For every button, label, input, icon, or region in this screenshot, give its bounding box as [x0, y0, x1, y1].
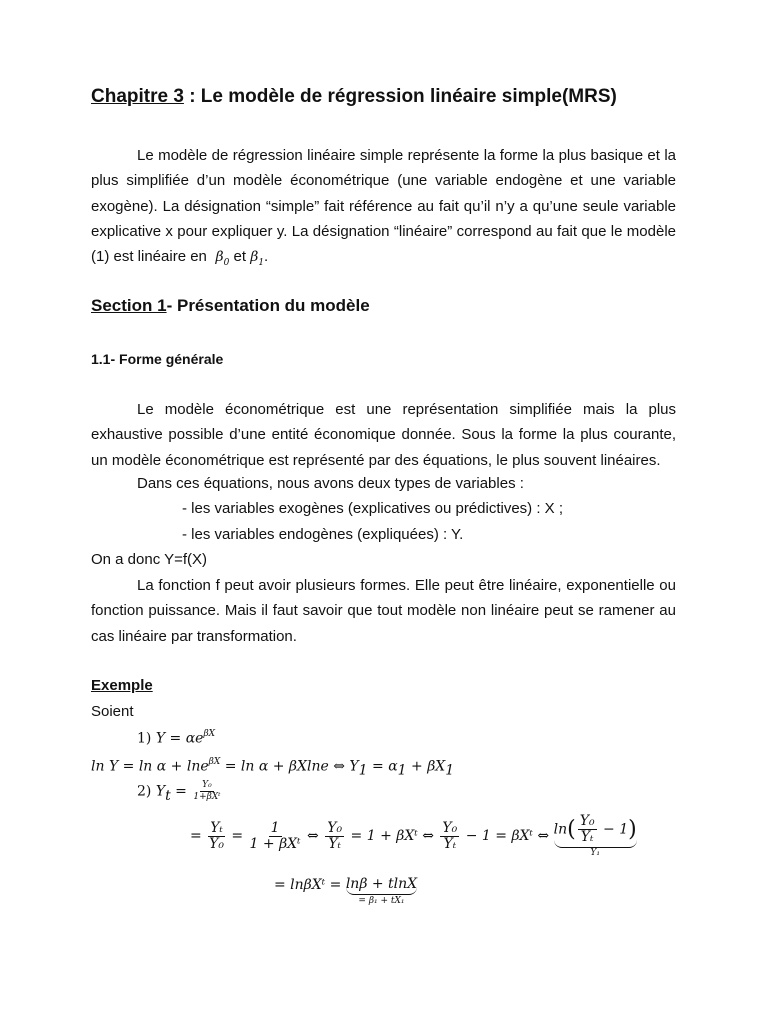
section-title: - Présentation du modèle — [166, 296, 370, 315]
equation-5: = lnβXᵗ = lnβ + tlnX = β₁ + tX₁ — [274, 876, 418, 906]
equation-2: ln Y = ln α + lne$^{\beta X}$ = ln α + βXlne ⇔ $Y_1 = \alpha_1 + \beta X_1$ — [91, 757, 455, 779]
intro-text: Le modèle de régression linéaire simple représente la forme la plus basique et la plus simplifiée d’un modèle économétrique (une variable endogène et une variable exogène). La désignation “simple” fait référence au fait qu’il n’y a qu’une seule variable explicative x pour expliquer y. La désignation “linéaire” correspond au fait que le modèle (1) est linéaire en — [91, 147, 676, 266]
chapter-title-text: : Le modèle de régression linéaire simple(MRS) — [183, 86, 617, 107]
fraction-y0-over: $\frac{\text{Y₀}}{\text{1+βXᵗ}}$ — [193, 780, 221, 802]
braced-term: ln( $\frac{\text{Y₀}}{\text{Yₜ}}$ − 1) Y₁ — [553, 813, 637, 858]
bullet-endogenous: - les variables endogènes (expliquées) : Y. — [182, 526, 464, 543]
bullet-exogenous: - les variables exogènes (explicatives ou prédictives) : X ; — [182, 500, 564, 517]
body-paragraph-4 — [91, 573, 676, 649]
chapter-title — [91, 86, 617, 108]
subsection-heading: 1.1- Forme générale — [91, 351, 224, 367]
section-heading — [91, 296, 370, 316]
section-label: Section 1 — [91, 296, 167, 315]
body-p2: Dans ces équations, nous avons deux types de variables : — [137, 475, 524, 492]
body-p4: La fonction f peut avoir plusieurs formes. Elle peut être linéaire, exponentielle ou fonction puissance. Mais il faut savoir que tout modèle non linéaire peut se ramener au cas linéaire par transformation. — [91, 577, 676, 645]
chapter-label: Chapitre 3 — [91, 86, 184, 107]
intro-paragraph — [91, 143, 676, 276]
example-soient: Soient — [91, 703, 134, 720]
example-heading: Exemple — [91, 677, 153, 694]
body-p1: Le modèle économétrique est une représentation simplifiée mais la plus exhaustive possible d’une entité économique donnée. Sous la forme la plus courante, un modèle économétrique est représenté par des équations, le plus souvent linéaires. — [91, 401, 676, 469]
equation-4: = $\frac{\text{Yₜ}}{\text{Y₀}}$ = $\frac{1}{\text{1 + βXᵗ}}$ ⇔ $\frac{\text{Y₀}}{\text{Yₜ}}$ = 1 + βXᵗ ⇔ $\frac{\text{Y₀}}{\text{Yₜ}}$ − 1 = βXᵗ ⇔ ln( $\frac{\text{Y₀}}{\text{Yₜ}}$ − 1) Y₁ — [190, 813, 637, 858]
beta0-symbol: $\beta_0$ — [215, 249, 230, 268]
intro-and: et — [229, 248, 251, 266]
beta1-symbol: $\beta_1$ — [250, 249, 265, 268]
equation-1: 1) $Y = \alpha e^{\beta X}$ — [137, 729, 216, 747]
equation-3: 2) $Y_t$ = $\frac{\text{Y₀}}{\text{1+βXᵗ}}$ — [137, 780, 221, 804]
body-paragraph-1 — [91, 397, 676, 473]
intro-end: . — [264, 248, 269, 266]
body-p3: On a donc Y=f(X) — [91, 551, 208, 568]
